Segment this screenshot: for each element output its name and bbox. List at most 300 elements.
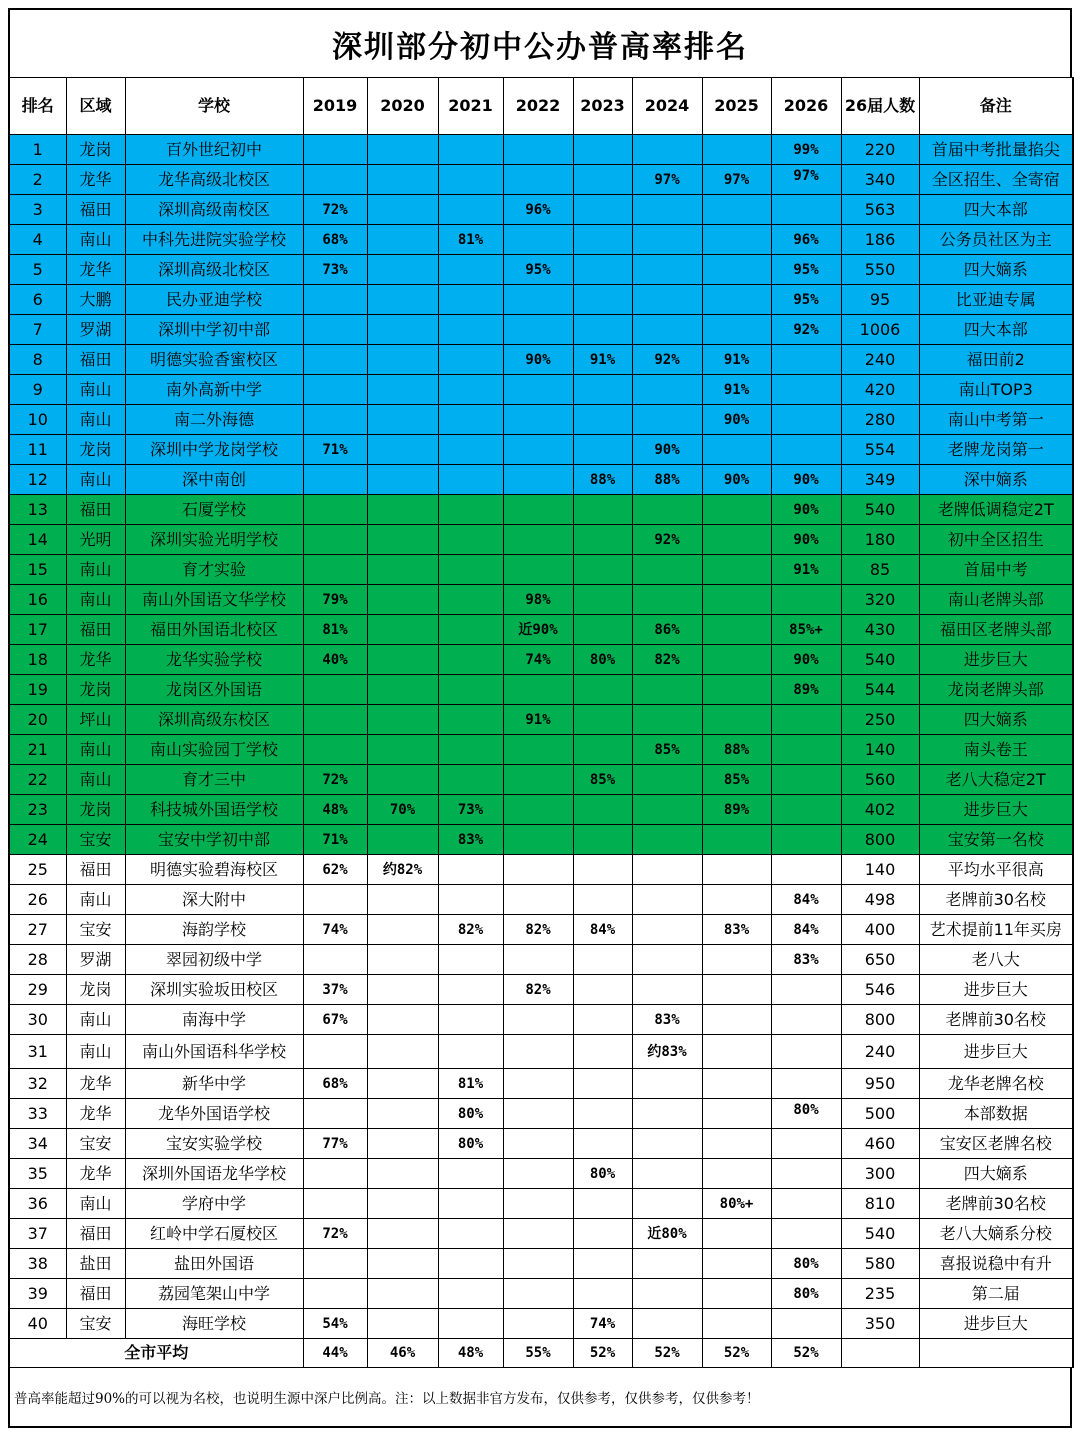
- district-cell: 福田: [66, 1279, 125, 1309]
- school-cell: 南二外海德: [125, 405, 303, 435]
- rate-cell: [771, 435, 841, 465]
- rate-cell: 83%: [632, 1005, 702, 1035]
- count-cell: 95: [841, 285, 919, 315]
- rate-cell: [367, 135, 438, 165]
- rate-cell: 85%+: [771, 615, 841, 645]
- header-school: 学校: [125, 78, 303, 135]
- rate-cell: [632, 885, 702, 915]
- rate-cell: [367, 165, 438, 195]
- rate-cell: [367, 1129, 438, 1159]
- district-cell: 龙岗: [66, 795, 125, 825]
- rate-cell: [632, 1129, 702, 1159]
- count-cell: 240: [841, 1035, 919, 1069]
- count-cell: 563: [841, 195, 919, 225]
- rate-cell: [573, 405, 632, 435]
- school-cell: 深中南创: [125, 465, 303, 495]
- rate-cell: [573, 1069, 632, 1099]
- rate-cell: [503, 1129, 573, 1159]
- rate-cell: [438, 675, 503, 705]
- table-row: [9, 735, 1073, 765]
- rate-cell: [573, 255, 632, 285]
- note-cell: 初中全区招生: [919, 525, 1073, 555]
- rate-cell: [573, 525, 632, 555]
- rate-cell: [438, 435, 503, 465]
- rate-cell: [702, 285, 771, 315]
- rate-cell: [771, 1189, 841, 1219]
- rate-cell: 90%: [632, 435, 702, 465]
- rate-cell: [303, 375, 367, 405]
- rate-cell: 77%: [303, 1129, 367, 1159]
- rate-cell: [367, 1035, 438, 1069]
- count-cell: 800: [841, 1005, 919, 1035]
- rate-cell: 88%: [632, 465, 702, 495]
- rank-cell: 22: [9, 765, 66, 795]
- rate-cell: [632, 1189, 702, 1219]
- header-year: 2020: [367, 78, 438, 135]
- rate-cell: [367, 735, 438, 765]
- rate-cell: 40%: [303, 645, 367, 675]
- rate-cell: [367, 255, 438, 285]
- rank-cell: 30: [9, 1005, 66, 1035]
- table-row: [9, 1069, 1073, 1099]
- sheet-title: 深圳部分初中公办普高率排名: [8, 8, 1072, 77]
- header-note: 备注: [919, 78, 1073, 135]
- district-cell: 龙华: [66, 645, 125, 675]
- rate-cell: 88%: [573, 465, 632, 495]
- rate-cell: [702, 675, 771, 705]
- rate-cell: [632, 585, 702, 615]
- rate-cell: 74%: [573, 1309, 632, 1339]
- rate-cell: [702, 585, 771, 615]
- rank-cell: 16: [9, 585, 66, 615]
- rate-cell: [303, 1249, 367, 1279]
- rate-cell: [702, 315, 771, 345]
- rate-cell: [573, 435, 632, 465]
- rate-cell: [303, 1159, 367, 1189]
- count-cell: 235: [841, 1279, 919, 1309]
- rate-cell: [438, 645, 503, 675]
- school-cell: 育才实验: [125, 555, 303, 585]
- table-row: [9, 1279, 1073, 1309]
- note-cell: 首届中考批量掐尖: [919, 135, 1073, 165]
- rate-cell: [367, 1309, 438, 1339]
- rank-cell: 6: [9, 285, 66, 315]
- rate-cell: [367, 195, 438, 225]
- table-row: [9, 1219, 1073, 1249]
- rate-cell: [632, 855, 702, 885]
- rate-cell: [503, 825, 573, 855]
- count-cell: 544: [841, 675, 919, 705]
- rate-cell: [438, 525, 503, 555]
- average-label: 全市平均: [9, 1339, 303, 1368]
- rate-cell: [367, 615, 438, 645]
- rate-cell: 80%+: [702, 1189, 771, 1219]
- rate-cell: [573, 1279, 632, 1309]
- rate-cell: 85%: [632, 735, 702, 765]
- rate-cell: [632, 135, 702, 165]
- table-row: [9, 345, 1073, 375]
- school-cell: 育才三中: [125, 765, 303, 795]
- rate-cell: 80%: [771, 1279, 841, 1309]
- rank-cell: 37: [9, 1219, 66, 1249]
- rate-cell: [367, 645, 438, 675]
- rank-cell: 36: [9, 1189, 66, 1219]
- rate-cell: [438, 375, 503, 405]
- count-cell: 1006: [841, 315, 919, 345]
- rank-cell: 13: [9, 495, 66, 525]
- rate-cell: [573, 165, 632, 195]
- rate-cell: 81%: [438, 1069, 503, 1099]
- rate-cell: 73%: [438, 795, 503, 825]
- count-cell: 810: [841, 1189, 919, 1219]
- rate-cell: [632, 795, 702, 825]
- school-cell: 深圳中学龙岗学校: [125, 435, 303, 465]
- table-row: [9, 525, 1073, 555]
- rank-cell: 20: [9, 705, 66, 735]
- rate-cell: [438, 735, 503, 765]
- table-row: [9, 375, 1073, 405]
- rate-cell: [702, 1219, 771, 1249]
- rate-cell: [503, 1189, 573, 1219]
- rate-cell: [702, 135, 771, 165]
- count-cell: 430: [841, 615, 919, 645]
- rate-cell: [303, 285, 367, 315]
- rate-cell: [771, 195, 841, 225]
- rate-cell: [503, 135, 573, 165]
- table-row: [9, 1189, 1073, 1219]
- table-row: [9, 615, 1073, 645]
- rate-cell: 84%: [771, 885, 841, 915]
- note-cell: 比亚迪专属: [919, 285, 1073, 315]
- count-cell: 400: [841, 915, 919, 945]
- table-row: [9, 705, 1073, 735]
- rank-cell: 21: [9, 735, 66, 765]
- rank-cell: 33: [9, 1099, 66, 1129]
- rate-cell: [573, 675, 632, 705]
- rate-cell: [702, 975, 771, 1005]
- rate-cell: 74%: [503, 645, 573, 675]
- rate-cell: 90%: [702, 405, 771, 435]
- rate-cell: [573, 135, 632, 165]
- school-cell: 石厦学校: [125, 495, 303, 525]
- rate-cell: [438, 885, 503, 915]
- rate-cell: [702, 945, 771, 975]
- table-row: [9, 165, 1073, 195]
- rate-cell: [771, 1159, 841, 1189]
- rate-cell: 82%: [503, 915, 573, 945]
- count-cell: 402: [841, 795, 919, 825]
- rate-cell: [438, 285, 503, 315]
- rate-cell: [632, 675, 702, 705]
- rate-cell: 90%: [771, 525, 841, 555]
- rate-cell: 68%: [303, 225, 367, 255]
- district-cell: 福田: [66, 615, 125, 645]
- school-cell: 深圳实验光明学校: [125, 525, 303, 555]
- rate-cell: [632, 375, 702, 405]
- rate-cell: [438, 405, 503, 435]
- rate-cell: [438, 855, 503, 885]
- district-cell: 宝安: [66, 825, 125, 855]
- header-year: 2026: [771, 78, 841, 135]
- rate-cell: [771, 1035, 841, 1069]
- count-cell: 650: [841, 945, 919, 975]
- school-cell: 明德实验香蜜校区: [125, 345, 303, 375]
- school-cell: 南海中学: [125, 1005, 303, 1035]
- rank-cell: 38: [9, 1249, 66, 1279]
- rate-cell: [771, 405, 841, 435]
- rate-cell: [771, 1309, 841, 1339]
- note-cell: 龙华老牌名校: [919, 1069, 1073, 1099]
- table-row: [9, 435, 1073, 465]
- rate-cell: 92%: [632, 525, 702, 555]
- note-cell: 全区招生、全寄宿: [919, 165, 1073, 195]
- rank-cell: 34: [9, 1129, 66, 1159]
- rate-cell: [632, 195, 702, 225]
- rate-cell: 91%: [702, 375, 771, 405]
- rate-cell: 90%: [771, 495, 841, 525]
- rate-cell: [632, 255, 702, 285]
- rate-cell: 80%: [438, 1129, 503, 1159]
- rate-cell: [573, 495, 632, 525]
- rate-cell: 81%: [303, 615, 367, 645]
- rate-cell: [632, 1249, 702, 1279]
- rate-cell: [632, 975, 702, 1005]
- note-cell: 老八大稳定2T: [919, 765, 1073, 795]
- rate-cell: 73%: [303, 255, 367, 285]
- rate-cell: [503, 435, 573, 465]
- school-cell: 学府中学: [125, 1189, 303, 1219]
- rate-cell: [771, 1069, 841, 1099]
- count-cell: 240: [841, 345, 919, 375]
- count-cell: 580: [841, 1249, 919, 1279]
- rate-cell: [303, 315, 367, 345]
- rank-cell: 5: [9, 255, 66, 285]
- school-cell: 深圳高级南校区: [125, 195, 303, 225]
- note-cell: 福田前2: [919, 345, 1073, 375]
- rate-cell: [632, 495, 702, 525]
- school-cell: 盐田外国语: [125, 1249, 303, 1279]
- rate-cell: 79%: [303, 585, 367, 615]
- rank-cell: 24: [9, 825, 66, 855]
- district-cell: 宝安: [66, 915, 125, 945]
- rate-cell: [438, 1219, 503, 1249]
- table-row: [9, 1249, 1073, 1279]
- rate-cell: 82%: [632, 645, 702, 675]
- rate-cell: [367, 555, 438, 585]
- rate-cell: 72%: [303, 195, 367, 225]
- rate-cell: 85%: [702, 765, 771, 795]
- rate-cell: 95%: [771, 255, 841, 285]
- table-row: [9, 465, 1073, 495]
- district-cell: 龙岗: [66, 675, 125, 705]
- rate-cell: [503, 465, 573, 495]
- rate-cell: [702, 1069, 771, 1099]
- rate-cell: [367, 945, 438, 975]
- count-cell: 540: [841, 495, 919, 525]
- rate-cell: [367, 285, 438, 315]
- school-cell: 南山实验园丁学校: [125, 735, 303, 765]
- district-cell: 南山: [66, 765, 125, 795]
- average-row: [9, 1339, 1073, 1368]
- rate-cell: [503, 225, 573, 255]
- district-cell: 大鹏: [66, 285, 125, 315]
- count-cell: 340: [841, 165, 919, 195]
- rate-cell: [367, 345, 438, 375]
- count-cell: 300: [841, 1159, 919, 1189]
- count-cell: 349: [841, 465, 919, 495]
- header-year: 2025: [702, 78, 771, 135]
- rate-cell: [573, 735, 632, 765]
- district-cell: 南山: [66, 405, 125, 435]
- average-value: 52%: [632, 1339, 702, 1368]
- rate-cell: 97%: [632, 165, 702, 195]
- rate-cell: [632, 1309, 702, 1339]
- rate-cell: [438, 1309, 503, 1339]
- school-cell: 深圳外国语龙华学校: [125, 1159, 303, 1189]
- rate-cell: 48%: [303, 795, 367, 825]
- rate-cell: [702, 1279, 771, 1309]
- table-row: [9, 645, 1073, 675]
- rate-cell: [632, 1159, 702, 1189]
- note-cell: 进步巨大: [919, 975, 1073, 1005]
- rate-cell: 90%: [702, 465, 771, 495]
- school-cell: 翠园初级中学: [125, 945, 303, 975]
- district-cell: 龙华: [66, 165, 125, 195]
- rate-cell: [503, 1279, 573, 1309]
- note-cell: 宝安区老牌名校: [919, 1129, 1073, 1159]
- rate-cell: [702, 525, 771, 555]
- rate-cell: [438, 465, 503, 495]
- rate-cell: [632, 405, 702, 435]
- rate-cell: [702, 555, 771, 585]
- rate-cell: [503, 1219, 573, 1249]
- school-cell: 龙岗区外国语: [125, 675, 303, 705]
- rate-cell: [503, 945, 573, 975]
- rate-cell: [573, 1035, 632, 1069]
- rate-cell: [438, 195, 503, 225]
- count-cell: 320: [841, 585, 919, 615]
- district-cell: 福田: [66, 495, 125, 525]
- school-cell: 深圳中学初中部: [125, 315, 303, 345]
- rate-cell: [303, 1279, 367, 1309]
- rate-cell: [702, 435, 771, 465]
- district-cell: 龙华: [66, 255, 125, 285]
- rate-cell: [438, 765, 503, 795]
- rank-cell: 28: [9, 945, 66, 975]
- table-row: [9, 255, 1073, 285]
- rate-cell: 89%: [771, 675, 841, 705]
- district-cell: 罗湖: [66, 315, 125, 345]
- rate-cell: [702, 225, 771, 255]
- note-cell: 南头卷王: [919, 735, 1073, 765]
- rate-cell: [438, 255, 503, 285]
- school-cell: 深圳高级北校区: [125, 255, 303, 285]
- average-empty-cell: [919, 1339, 1073, 1368]
- rate-cell: 97%: [771, 165, 841, 195]
- rate-cell: [702, 1309, 771, 1339]
- rate-cell: [573, 945, 632, 975]
- rate-cell: [702, 255, 771, 285]
- rate-cell: 99%: [771, 135, 841, 165]
- footnote: 普高率能超过90%的可以视为名校，也说明生源中深户比例高。注：以上数据非官方发布，仅供参考，仅供参考，仅供参考！: [8, 1368, 1072, 1428]
- count-cell: 140: [841, 735, 919, 765]
- rate-cell: [303, 135, 367, 165]
- rate-cell: 97%: [702, 165, 771, 195]
- table-row: [9, 915, 1073, 945]
- rate-cell: 81%: [438, 225, 503, 255]
- rate-cell: 82%: [503, 975, 573, 1005]
- district-cell: 福田: [66, 855, 125, 885]
- rank-cell: 39: [9, 1279, 66, 1309]
- table-row: [9, 1129, 1073, 1159]
- rate-cell: [573, 795, 632, 825]
- rate-cell: [702, 195, 771, 225]
- rate-cell: [771, 375, 841, 405]
- rate-cell: [503, 765, 573, 795]
- table-row: [9, 765, 1073, 795]
- rate-cell: [367, 765, 438, 795]
- school-cell: 荔园笔架山中学: [125, 1279, 303, 1309]
- rate-cell: [303, 705, 367, 735]
- rate-cell: 82%: [438, 915, 503, 945]
- rate-cell: 88%: [702, 735, 771, 765]
- rate-cell: [303, 675, 367, 705]
- rate-cell: [632, 945, 702, 975]
- district-cell: 南山: [66, 735, 125, 765]
- district-cell: 宝安: [66, 1309, 125, 1339]
- rate-cell: [438, 975, 503, 1005]
- note-cell: 南山老牌头部: [919, 585, 1073, 615]
- district-cell: 盐田: [66, 1249, 125, 1279]
- rate-cell: 89%: [702, 795, 771, 825]
- district-cell: 福田: [66, 345, 125, 375]
- district-cell: 龙华: [66, 1069, 125, 1099]
- rate-cell: [438, 1249, 503, 1279]
- rate-cell: [632, 915, 702, 945]
- rate-cell: [438, 495, 503, 525]
- rank-cell: 9: [9, 375, 66, 405]
- district-cell: 南山: [66, 1005, 125, 1035]
- header-year: 2019: [303, 78, 367, 135]
- rate-cell: [438, 585, 503, 615]
- header-rank: 排名: [9, 78, 66, 135]
- table-row: [9, 1005, 1073, 1035]
- rate-cell: [503, 855, 573, 885]
- table-body: [9, 135, 1073, 1339]
- district-cell: 南山: [66, 1189, 125, 1219]
- rate-cell: [503, 1005, 573, 1035]
- note-cell: 平均水平很高: [919, 855, 1073, 885]
- school-cell: 海旺学校: [125, 1309, 303, 1339]
- rate-cell: [438, 135, 503, 165]
- rank-cell: 8: [9, 345, 66, 375]
- district-cell: 南山: [66, 465, 125, 495]
- rate-cell: [367, 825, 438, 855]
- school-cell: 民办亚迪学校: [125, 285, 303, 315]
- note-cell: 艺术提前11年买房: [919, 915, 1073, 945]
- rate-cell: [367, 975, 438, 1005]
- rate-cell: 80%: [573, 645, 632, 675]
- rate-cell: [573, 975, 632, 1005]
- school-cell: 百外世纪初中: [125, 135, 303, 165]
- average-value: 44%: [303, 1339, 367, 1368]
- rate-cell: [303, 495, 367, 525]
- rate-cell: [367, 885, 438, 915]
- note-cell: 四大嫡系: [919, 1159, 1073, 1189]
- note-cell: 老八大: [919, 945, 1073, 975]
- rate-cell: 近90%: [503, 615, 573, 645]
- rate-cell: [303, 885, 367, 915]
